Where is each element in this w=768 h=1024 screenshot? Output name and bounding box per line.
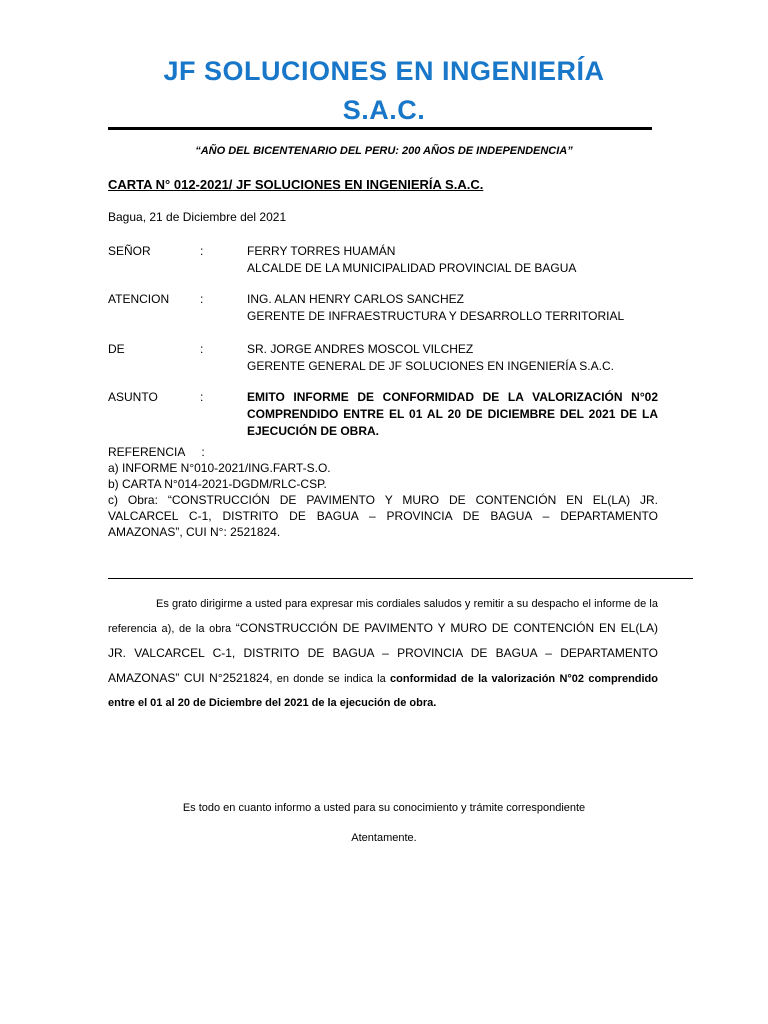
field-colon: : <box>200 244 204 258</box>
field-colon: : <box>200 342 204 356</box>
company-title <box>100 52 668 130</box>
field-value <box>247 291 658 325</box>
field-label: SEÑOR <box>108 244 151 258</box>
body-middle: , en donde se indica la <box>269 673 391 685</box>
field-value-line: FERRY TORRES HUAMÁN <box>247 244 396 258</box>
field-label: ASUNTO <box>108 390 158 404</box>
signoff: Atentamente. <box>351 832 417 844</box>
field-value <box>247 341 658 375</box>
field-value-line: ING. ALAN HENRY CARLOS SANCHEZ <box>247 292 464 306</box>
letter-date: Bagua, 21 de Diciembre del 2021 <box>108 210 287 224</box>
subject-text: EMITO INFORME DE CONFORMIDAD DE LA VALORIZACIÓN N°02 COMPRENDIDO ENTRE EL 01 AL 20 DE DICIEMBRE DEL 2021 DE LA EJECUCIÓN DE OBRA. <box>247 390 658 438</box>
field-value-line: GERENTE GENERAL DE JF SOLUCIONES EN INGENIERÍA S.A.C. <box>247 359 614 373</box>
body-obra: “CONSTRUCCIÓN DE PAVIMENTO Y MURO DE CONTENCIÓN EN EL(LA) JR. VALCARCEL C-1, DISTRITO DE BAGUA – PROVINCIA DE BAGUA – DEPARTAMENTO AMAZONAS” CUI N°2521824 <box>108 621 658 685</box>
field-label: DE <box>108 342 125 356</box>
section-divider <box>108 578 693 579</box>
reference-item: b) CARTA N°014-2021-DGDM/RLC-CSP. <box>108 477 327 491</box>
company-title-line1: JF SOLUCIONES EN INGENIERÍA <box>163 56 605 86</box>
letter-number: CARTA N° 012-2021/ <box>108 177 233 192</box>
field-label: ATENCION <box>108 292 170 306</box>
year-motto: “AÑO DEL BICENTENARIO DEL PERU: 200 AÑOS DE INDEPENDENCIA” <box>195 145 573 157</box>
body-paragraph <box>108 592 658 715</box>
body-intro: Es grato dirigirme a usted para expresar mis cordiales saludos y remitir a su despacho el informe de la referencia a), de la obra <box>108 598 658 635</box>
field-value-line: ALCALDE DE LA MUNICIPALIDAD PROVINCIAL DE BAGUA <box>247 261 577 275</box>
field-colon: : <box>200 292 204 306</box>
field-value-line: SR. JORGE ANDRES MOSCOL VILCHEZ <box>247 342 474 356</box>
references <box>108 444 658 540</box>
field-colon: : <box>200 390 204 404</box>
body-conformidad: conformidad de la valorización N°02 comprendido entre el 01 al 20 de Diciembre del 2021 de la ejecución de obra. <box>108 673 658 709</box>
title-divider <box>108 127 652 130</box>
references-heading: REFERENCIA : <box>108 445 205 459</box>
closing-text: Es todo en cuanto informo a usted para su conocimiento y trámite correspondiente <box>182 802 586 814</box>
reference-item: c) Obra: “CONSTRUCCIÓN DE PAVIMENTO Y MURO DE CONTENCIÓN EN EL(LA) JR. VALCARCEL C-1, DISTRITO DE BAGUA – PROVINCIA DE BAGUA – DEPARTAMENTO AMAZONAS”, CUI N°: 2521824. <box>108 493 658 539</box>
letter-heading <box>108 177 483 192</box>
letter-company: JF SOLUCIONES EN INGENIERÍA S.A.C. <box>236 177 484 192</box>
reference-item: a) INFORME N°010-2021/ING.FART-S.O. <box>108 461 331 475</box>
field-value-line: GERENTE DE INFRAESTRUCTURA Y DESARROLLO TERRITORIAL <box>247 309 625 323</box>
field-value <box>247 243 658 277</box>
company-title-line2: S.A.C. <box>342 95 426 125</box>
